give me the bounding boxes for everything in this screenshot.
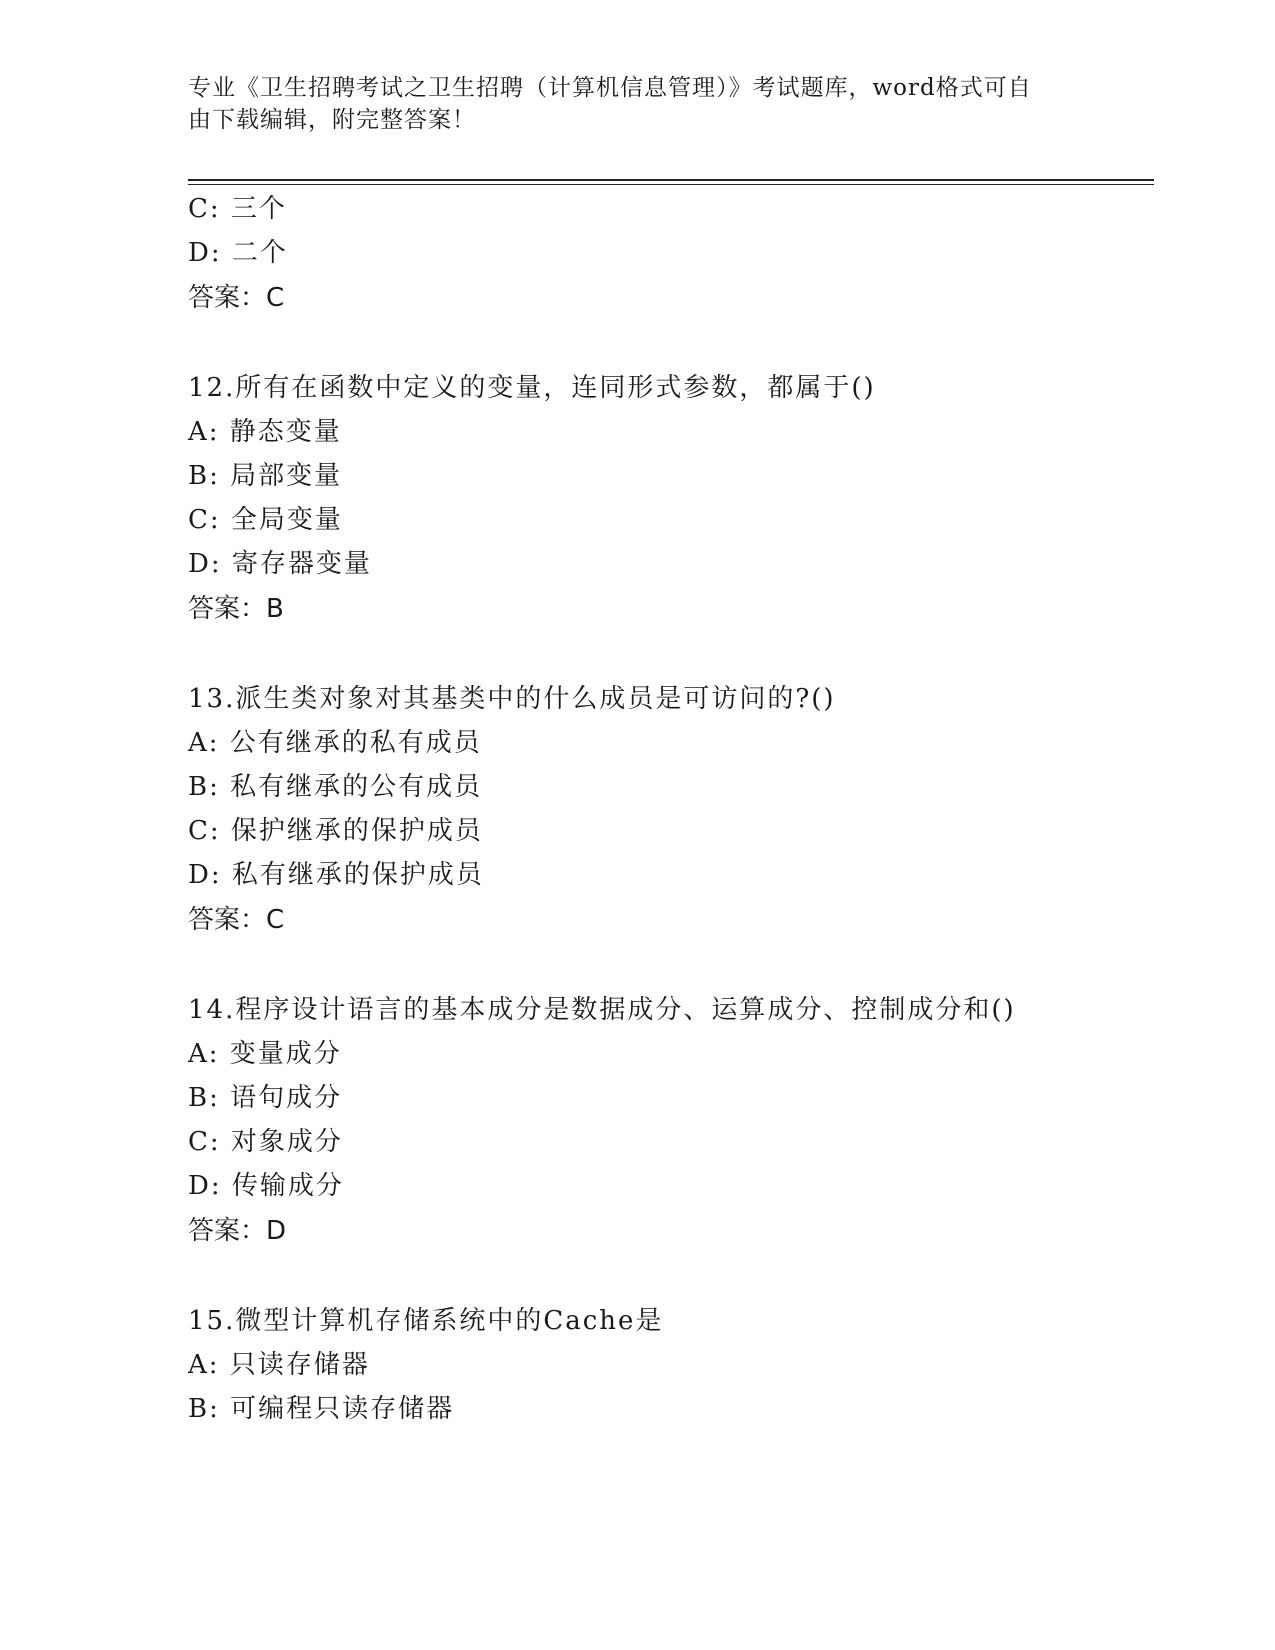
answer-line: 答案：B (188, 594, 284, 624)
option-line: A: 变量成分 (188, 1039, 342, 1069)
question-line: 13.派生类对象对其基类中的什么成员是可访问的?() (188, 684, 836, 714)
option-line: B: 私有继承的公有成员 (188, 772, 483, 802)
answer-line: 答案：C (188, 905, 285, 935)
option-line: A: 只读存储器 (188, 1350, 370, 1380)
option-line: B: 可编程只读存储器 (188, 1394, 455, 1424)
option-line: B: 语句成分 (188, 1083, 343, 1113)
option-line: A: 公有继承的私有成员 (188, 728, 482, 758)
question-line: 15.微型计算机存储系统中的Cache是 (188, 1306, 664, 1336)
question-line: 12.所有在函数中定义的变量，连同形式参数，都属于() (188, 373, 876, 403)
document-header (188, 72, 1088, 136)
option-line: A: 静态变量 (188, 417, 342, 447)
option-line: C: 对象成分 (188, 1127, 343, 1157)
answer-line: 答案：D (188, 1216, 287, 1246)
option-line: C: 三个 (188, 194, 287, 224)
option-line: C: 保护继承的保护成员 (188, 816, 483, 846)
option-line: D: 传输成分 (188, 1171, 344, 1201)
option-line: D: 寄存器变量 (188, 549, 372, 579)
header-divider-thick (188, 179, 1154, 181)
answer-line: 答案：C (188, 283, 285, 313)
option-line: D: 二个 (188, 238, 288, 268)
header-divider-thin (188, 184, 1154, 185)
header-line-1: 专业《卫生招聘考试之卫生招聘（计算机信息管理）》考试题库，word格式可自 (188, 75, 1032, 101)
header-line-2: 由下载编辑，附完整答案！ (188, 107, 476, 133)
option-line: B: 局部变量 (188, 461, 343, 491)
question-line: 14.程序设计语言的基本成分是数据成分、运算成分、控制成分和() (188, 995, 1016, 1025)
option-line: C: 全局变量 (188, 505, 343, 535)
option-line: D: 私有继承的保护成员 (188, 860, 484, 890)
